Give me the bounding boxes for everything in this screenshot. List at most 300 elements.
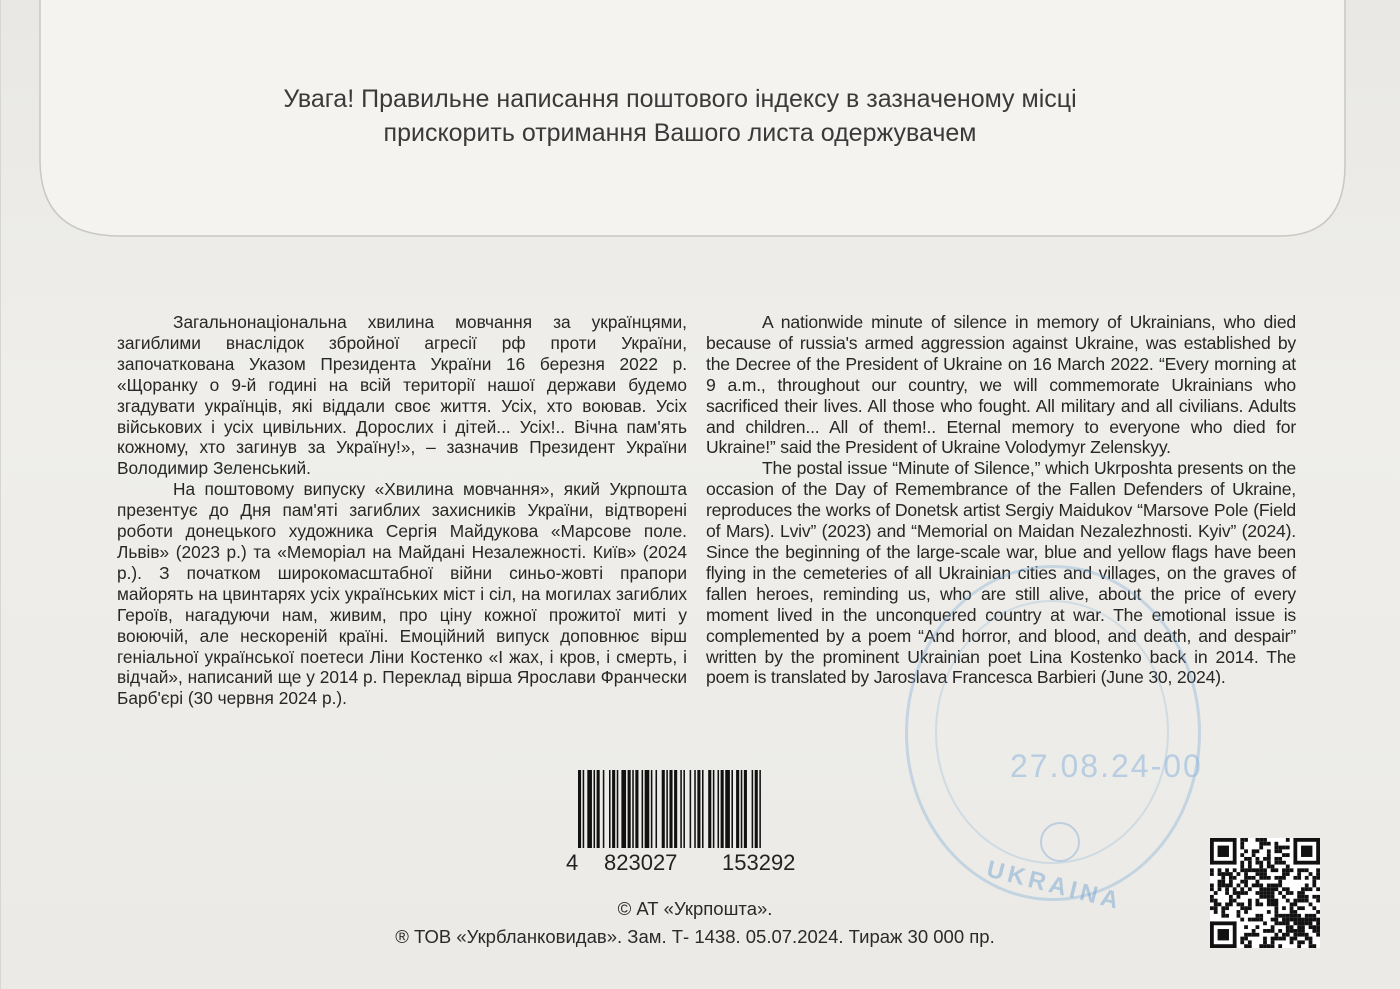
qr-module xyxy=(1282,861,1286,865)
qr-module xyxy=(1286,872,1290,876)
qr-module xyxy=(1218,846,1229,857)
qr-module xyxy=(1309,902,1313,906)
qr-module xyxy=(1274,842,1278,846)
qr-module xyxy=(1286,887,1290,891)
qr-module xyxy=(1278,880,1282,884)
qr-module xyxy=(1301,887,1305,891)
qr-module xyxy=(1316,910,1320,914)
qr-module xyxy=(1274,857,1278,861)
qr-module xyxy=(1267,891,1271,895)
qr-module xyxy=(1248,944,1252,948)
qr-module xyxy=(1290,940,1294,944)
qr-module xyxy=(1256,857,1260,861)
qr-module xyxy=(1221,872,1225,876)
barcode-bar xyxy=(731,770,733,848)
qr-module xyxy=(1274,849,1278,853)
qr-module xyxy=(1274,918,1278,922)
qr-module xyxy=(1221,906,1225,910)
qr-module xyxy=(1286,899,1290,903)
qr-module xyxy=(1271,918,1275,922)
qr-module xyxy=(1210,944,1237,948)
qr-module xyxy=(1240,937,1244,941)
barcode-bar xyxy=(752,770,754,848)
qr-module xyxy=(1244,933,1248,937)
qr-module xyxy=(1252,933,1256,937)
qr-module xyxy=(1244,944,1248,948)
qr-module xyxy=(1267,899,1271,903)
qr-module xyxy=(1290,914,1294,918)
qr-module xyxy=(1267,842,1271,846)
qr-module xyxy=(1218,884,1222,888)
qr-module xyxy=(1274,887,1278,891)
barcode-bar xyxy=(755,770,758,848)
qr-module xyxy=(1290,891,1294,895)
qr-module xyxy=(1240,940,1244,944)
qr-module xyxy=(1278,914,1282,918)
qr-module xyxy=(1316,921,1320,925)
qr-module xyxy=(1237,910,1241,914)
qr-module xyxy=(1297,921,1301,925)
postmark-emblem-icon xyxy=(1040,822,1080,862)
barcode-bar xyxy=(612,770,615,848)
qr-module xyxy=(1263,895,1267,899)
qr-module xyxy=(1259,865,1263,869)
qr-module xyxy=(1297,933,1301,937)
qr-module xyxy=(1271,884,1275,888)
barcode-bar xyxy=(628,770,631,848)
qr-module xyxy=(1274,921,1278,925)
qr-module xyxy=(1271,940,1275,944)
qr-module xyxy=(1282,921,1286,925)
barcode-bar xyxy=(597,770,600,848)
ukrainian-paragraph-1: Загальнонаціональна хвилина мовчання за українцями, загиблими внаслідок збройної агресії рф проти України, започаткована Указом Президента України 16 березня 2022 р. «Щоранку о 9-й годині на всій території нашої держави будемо згадувати українців, які віддали своє життя. Усіх, хто воював. Усіх військових і усіх цивільних. Дорослих і дітей... Усіх!.. Вічна пам'ять кожному, хто загинув за Україну!», – зазначив Президент України Володимир Зеленський. xyxy=(117,312,687,479)
barcode-bar xyxy=(635,770,638,848)
qr-module xyxy=(1316,838,1320,865)
qr-module xyxy=(1305,895,1309,899)
qr-module xyxy=(1256,838,1260,842)
qr-module xyxy=(1210,921,1214,948)
barcode-first-digit: 4 xyxy=(566,850,579,875)
qr-module xyxy=(1214,902,1218,906)
qr-module xyxy=(1286,868,1290,872)
qr-module xyxy=(1237,914,1241,918)
qr-module xyxy=(1214,899,1218,903)
qr-module xyxy=(1210,838,1214,865)
barcode-bar xyxy=(666,770,668,848)
qr-module xyxy=(1267,895,1271,899)
qr-module xyxy=(1214,906,1218,910)
qr-module xyxy=(1244,891,1248,895)
qr-module xyxy=(1290,925,1294,929)
qr-module xyxy=(1256,914,1260,918)
qr-module xyxy=(1237,872,1241,876)
qr-module xyxy=(1244,868,1248,872)
qr-module xyxy=(1309,921,1313,925)
barcode-bar xyxy=(683,770,685,848)
qr-module xyxy=(1301,868,1305,872)
qr-module xyxy=(1286,914,1290,918)
qr-module xyxy=(1312,925,1316,929)
qr-module xyxy=(1240,906,1244,910)
qr-module xyxy=(1267,857,1271,861)
qr-module xyxy=(1278,929,1282,933)
qr-module xyxy=(1293,929,1297,933)
qr-module xyxy=(1263,842,1267,846)
qr-module xyxy=(1278,846,1282,850)
qr-module xyxy=(1278,857,1282,861)
qr-module xyxy=(1233,921,1237,948)
qr-module xyxy=(1293,937,1297,941)
qr-module xyxy=(1305,921,1309,925)
qr-module xyxy=(1293,914,1297,918)
qr-module xyxy=(1297,891,1301,895)
qr-module xyxy=(1248,861,1252,865)
barcode-bar xyxy=(718,770,720,848)
qr-module xyxy=(1274,914,1278,918)
qr-module xyxy=(1210,861,1237,865)
qr-module xyxy=(1259,944,1263,948)
qr-module xyxy=(1316,899,1320,903)
barcode-bar xyxy=(651,770,653,848)
qr-module xyxy=(1274,933,1278,937)
qr-module xyxy=(1267,876,1271,880)
qr-module xyxy=(1225,872,1229,876)
barcode-bar xyxy=(662,770,665,848)
english-paragraph-2: The postal issue “Minute of Silence,” which Ukrposhta presents on the occasion of the Day of Remembrance of the Fallen Defenders of Ukraine, reproduces the works of Donetsk artist Sergiy Maidukov “Marsove Pole (Field of Mars). Lviv” (2023) and “Memorial on Maidan Nezalezhnosti. Kyiv” (2024). Since the beginning of the large-scale war, blue and yellow flags have been flying in the cemeteries of all Ukrainian cities and villages, on the graves of fallen heroes, reminding us, who are still alive, about the price of every moment lived in the unconquered country at war. The emotional issue is complemented by a poem “And horror, and blood, and death, and despair” written by the prominent Ukrainian poet Lina Kostenko back in 2014. The poem is translated by Jaroslava Francesca Barbieri (June 30, 2024). xyxy=(706,458,1296,688)
qr-module xyxy=(1237,884,1241,888)
qr-module xyxy=(1297,872,1301,876)
qr-module xyxy=(1263,857,1267,861)
qr-module xyxy=(1293,902,1297,906)
qr-module xyxy=(1240,868,1244,872)
qr-module xyxy=(1248,887,1252,891)
qr-module xyxy=(1271,868,1275,872)
qr-module xyxy=(1267,902,1271,906)
qr-module xyxy=(1259,887,1263,891)
qr-module xyxy=(1297,906,1301,910)
qr-module xyxy=(1286,918,1290,922)
qr-module xyxy=(1286,891,1290,895)
qr-module xyxy=(1229,884,1233,888)
qr-module xyxy=(1316,872,1320,876)
qr-module xyxy=(1252,876,1256,880)
qr-module xyxy=(1309,872,1313,876)
qr-module xyxy=(1301,846,1312,857)
qr-module xyxy=(1267,910,1271,914)
barcode-bar xyxy=(609,770,611,848)
qr-module xyxy=(1301,933,1305,937)
qr-module xyxy=(1225,884,1229,888)
qr-module xyxy=(1248,906,1252,910)
qr-module xyxy=(1221,884,1225,888)
qr-module xyxy=(1293,918,1297,922)
qr-module xyxy=(1259,876,1263,880)
qr-module xyxy=(1221,876,1225,880)
qr-module xyxy=(1259,872,1263,876)
qr-module xyxy=(1293,910,1297,914)
qr-module xyxy=(1278,849,1282,853)
barcode-bar xyxy=(594,770,596,848)
qr-module xyxy=(1240,918,1244,922)
qr-module xyxy=(1218,902,1222,906)
qr-module xyxy=(1240,887,1244,891)
barcode-bar xyxy=(603,770,605,848)
barcode-bar xyxy=(674,770,677,848)
qr-module xyxy=(1240,846,1244,850)
qr-module xyxy=(1210,884,1214,888)
qr-module xyxy=(1267,944,1271,948)
qr-module xyxy=(1210,906,1214,910)
barcode-bar xyxy=(708,770,711,848)
postmark-date: 27.08.24-00 xyxy=(1010,748,1203,784)
qr-module xyxy=(1248,865,1252,869)
qr-module xyxy=(1244,838,1248,842)
qr-module xyxy=(1293,838,1297,865)
qr-module xyxy=(1309,940,1313,944)
qr-module xyxy=(1240,861,1244,865)
qr-module xyxy=(1214,891,1218,895)
qr-module xyxy=(1271,895,1275,899)
qr-module xyxy=(1305,884,1309,888)
qr-module xyxy=(1256,872,1260,876)
qr-module xyxy=(1210,887,1214,891)
qr-module xyxy=(1244,849,1248,853)
qr-module xyxy=(1256,884,1260,888)
copyright-line: © АТ «Укрпошта». xyxy=(617,898,773,919)
qr-module xyxy=(1301,929,1305,933)
qr-module xyxy=(1263,929,1267,933)
qr-module xyxy=(1259,861,1263,865)
qr-module xyxy=(1267,929,1271,933)
qr-module xyxy=(1240,902,1244,906)
qr-module xyxy=(1271,944,1275,948)
qr-module xyxy=(1282,895,1286,899)
qr-module xyxy=(1286,925,1290,929)
barcode-bar xyxy=(587,770,592,848)
barcode-bar xyxy=(736,770,739,848)
qr-module xyxy=(1252,868,1256,872)
qr-module xyxy=(1233,838,1237,865)
qr-module xyxy=(1233,887,1237,891)
qr-module xyxy=(1263,887,1267,891)
footer xyxy=(300,895,1090,951)
qr-module xyxy=(1305,914,1309,918)
qr-module xyxy=(1282,906,1286,910)
qr-module xyxy=(1229,880,1233,884)
qr-module xyxy=(1274,899,1278,903)
qr-module xyxy=(1225,887,1229,891)
qr-module xyxy=(1312,884,1316,888)
qr-module xyxy=(1263,838,1267,842)
qr-module xyxy=(1218,887,1222,891)
qr-module xyxy=(1297,876,1301,880)
qr-module xyxy=(1305,933,1309,937)
qr-module xyxy=(1244,880,1248,884)
qr-module xyxy=(1256,902,1260,906)
barcode-bar xyxy=(694,770,696,848)
qr-module xyxy=(1271,937,1275,941)
qr-module xyxy=(1271,899,1275,903)
qr-module xyxy=(1301,918,1305,922)
qr-module xyxy=(1274,910,1278,914)
qr-module xyxy=(1256,933,1260,937)
qr-module xyxy=(1301,895,1305,899)
qr-module xyxy=(1221,910,1225,914)
qr-module xyxy=(1267,884,1271,888)
qr-module xyxy=(1259,842,1263,846)
qr-module xyxy=(1225,891,1229,895)
qr-module xyxy=(1244,937,1248,941)
qr-module xyxy=(1259,868,1263,872)
qr-module xyxy=(1240,838,1244,842)
qr-module xyxy=(1252,853,1256,857)
qr-module xyxy=(1248,857,1252,861)
qr-module xyxy=(1248,899,1252,903)
barcode-bar xyxy=(632,770,634,848)
qr-module xyxy=(1297,868,1301,872)
qr-module xyxy=(1256,899,1260,903)
qr-module xyxy=(1293,921,1297,925)
qr-module xyxy=(1278,876,1282,880)
qr-module xyxy=(1244,857,1248,861)
qr-module xyxy=(1293,861,1320,865)
qr-module xyxy=(1274,861,1278,865)
qr-module xyxy=(1274,846,1278,850)
qr-module xyxy=(1248,933,1252,937)
qr-module xyxy=(1305,937,1309,941)
qr-module xyxy=(1301,899,1305,903)
qr-module xyxy=(1297,940,1301,944)
qr-module xyxy=(1221,880,1225,884)
qr-module xyxy=(1316,918,1320,922)
barcode-bar xyxy=(583,770,585,848)
barcode-bar xyxy=(713,770,715,848)
postmark-country: UKRAINA xyxy=(983,855,1125,916)
qr-module xyxy=(1309,887,1313,891)
qr-module xyxy=(1316,876,1320,880)
qr-module xyxy=(1290,910,1294,914)
qr-module xyxy=(1312,918,1316,922)
qr-module xyxy=(1316,929,1320,933)
barcode-bar xyxy=(621,770,626,848)
qr-module xyxy=(1278,944,1282,948)
barcode-bar xyxy=(697,770,700,848)
qr-module xyxy=(1286,865,1290,869)
qr-module xyxy=(1244,872,1248,876)
qr-module xyxy=(1225,906,1229,910)
qr-module xyxy=(1229,872,1233,876)
qr-module xyxy=(1293,876,1297,880)
qr-module xyxy=(1316,933,1320,937)
qr-module xyxy=(1286,929,1290,933)
qr-module xyxy=(1309,914,1313,918)
qr-module xyxy=(1274,876,1278,880)
qr-module xyxy=(1252,929,1256,933)
qr-module xyxy=(1282,872,1286,876)
qr-module xyxy=(1274,906,1278,910)
qr-module xyxy=(1259,914,1263,918)
qr-module xyxy=(1297,925,1301,929)
qr-module xyxy=(1282,868,1286,872)
qr-module xyxy=(1237,891,1241,895)
qr-module xyxy=(1312,880,1316,884)
barcode-bar xyxy=(702,770,704,848)
qr-module xyxy=(1282,914,1286,918)
qr-module xyxy=(1271,891,1275,895)
qr-module xyxy=(1301,891,1305,895)
qr-module xyxy=(1305,899,1309,903)
qr-module xyxy=(1210,872,1214,876)
qr-module xyxy=(1237,902,1241,906)
qr-module xyxy=(1278,937,1282,941)
qr-module xyxy=(1229,899,1233,903)
qr-module xyxy=(1240,853,1244,857)
qr-module xyxy=(1244,884,1248,888)
qr-module xyxy=(1290,937,1294,941)
qr-module xyxy=(1210,838,1237,842)
qr-module xyxy=(1301,921,1305,925)
qr-module xyxy=(1256,925,1260,929)
ukrainian-paragraph-2: На поштовому випуску «Хвилина мовчання», який Укрпошта презентує до Дня пам'яті загиблих захисників України, відтворені роботи донецького художника Сергія Майдукова «Марсове поле. Львів» (2023 р.) та «Меморіал на Майдані Незалежності. Київ» (2024 р.). З початком широкомасштабної війни синьо-жовті прапори майорять на цвинтарях усіх українських міст і сіл, на могилах загиблих Героїв, нагадуючи нам, живим, про ціну кожної прожитої миті у воюючій, але нескореній країні. Емоційний випуск доповнює вірш геніальної української поетеси Ліни Костенко «І жах, і кров, і смерть, і відчай», написаний ще у 2014 р. Переклад вірша Ярослави Франчески Барб'єрі (30 червня 2024 р.). xyxy=(117,479,687,709)
qr-module xyxy=(1259,918,1263,922)
qr-module xyxy=(1225,868,1229,872)
qr-module xyxy=(1267,853,1271,857)
qr-module xyxy=(1256,849,1260,853)
qr-module xyxy=(1290,902,1294,906)
qr-module xyxy=(1233,899,1237,903)
barcode-left-group: 823027 xyxy=(604,850,678,875)
barcode-bar xyxy=(669,770,672,848)
qr-module xyxy=(1263,872,1267,876)
qr-module xyxy=(1259,891,1263,895)
qr-module xyxy=(1267,887,1271,891)
qr-module xyxy=(1290,906,1294,910)
qr-module xyxy=(1278,891,1282,895)
qr-module xyxy=(1229,902,1233,906)
barcode-bar xyxy=(690,770,692,848)
qr-module xyxy=(1248,940,1252,944)
qr-module xyxy=(1282,937,1286,941)
qr-module xyxy=(1312,944,1316,948)
qr-module xyxy=(1278,861,1282,865)
qr-module xyxy=(1210,921,1237,925)
qr-module xyxy=(1259,846,1263,850)
barcode-bar xyxy=(680,770,682,848)
qr-module xyxy=(1312,929,1316,933)
qr-module xyxy=(1286,853,1290,857)
qr-module xyxy=(1248,876,1252,880)
barcode-bar xyxy=(656,770,658,848)
qr-module xyxy=(1244,876,1248,880)
qr-module xyxy=(1256,918,1260,922)
qr-module xyxy=(1312,914,1316,918)
qr-module xyxy=(1218,880,1222,884)
qr-code xyxy=(1210,838,1320,948)
qr-module xyxy=(1290,868,1294,872)
qr-module xyxy=(1297,914,1301,918)
qr-module xyxy=(1309,918,1313,922)
qr-module xyxy=(1218,868,1222,872)
qr-module xyxy=(1278,921,1282,925)
qr-module xyxy=(1259,884,1263,888)
qr-module xyxy=(1233,891,1237,895)
qr-module xyxy=(1237,895,1241,899)
qr-module xyxy=(1290,929,1294,933)
qr-module xyxy=(1256,868,1260,872)
qr-module xyxy=(1305,887,1309,891)
qr-module xyxy=(1309,925,1313,929)
postal-code-notice xyxy=(180,82,1180,150)
